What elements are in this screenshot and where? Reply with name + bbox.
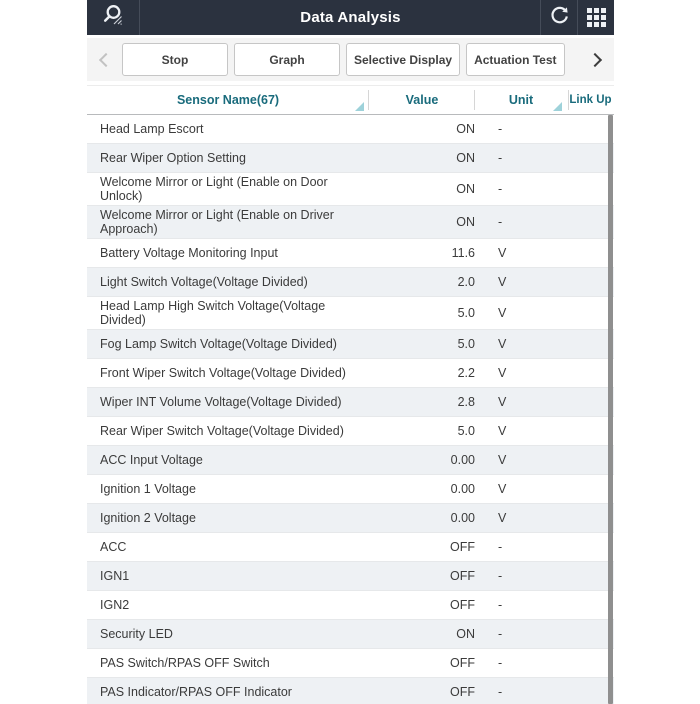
column-divider: [474, 90, 475, 110]
sensor-name-cell: Ignition 2 Voltage: [100, 511, 196, 525]
table-row[interactable]: [87, 475, 614, 504]
table-body: [87, 115, 614, 704]
sensor-name-cell: Front Wiper Switch Voltage(Voltage Divided): [100, 366, 346, 380]
column-header-link-up[interactable]: Link Up: [569, 94, 612, 106]
column-divider: [568, 90, 569, 110]
sensor-name-cell: Battery Voltage Monitoring Input: [100, 246, 278, 260]
value-cell: OFF: [450, 656, 475, 670]
value-cell: 0.00: [450, 511, 475, 525]
sensor-name-cell: Wiper INT Volume Voltage(Voltage Divided): [100, 395, 342, 409]
table-row[interactable]: [87, 330, 614, 359]
unit-cell: -: [498, 569, 503, 583]
value-cell: 5.0: [457, 424, 475, 438]
table-row[interactable]: [87, 206, 614, 239]
table-row[interactable]: [87, 562, 614, 591]
toolbar: [87, 38, 614, 81]
value-cell: 11.6: [451, 246, 475, 260]
table-row[interactable]: [87, 173, 614, 206]
value-cell: OFF: [450, 569, 475, 583]
toolbar-button-stop[interactable]: Stop: [122, 43, 228, 76]
table-row[interactable]: [87, 297, 614, 330]
unit-cell: -: [498, 182, 503, 196]
unit-cell: -: [498, 540, 503, 554]
refresh-button[interactable]: [540, 0, 577, 35]
next-page-button[interactable]: [585, 43, 605, 77]
chevron-left-icon: [99, 52, 113, 66]
sensor-name-cell: IGN2: [100, 598, 130, 612]
sensor-name-cell: Fog Lamp Switch Voltage(Voltage Divided): [100, 337, 337, 351]
sensor-name-cell: Light Switch Voltage(Voltage Divided): [100, 275, 308, 289]
data-analysis-screen: [87, 0, 614, 704]
value-cell: 5.0: [457, 337, 475, 351]
sensor-name-cell: IGN1: [100, 569, 130, 583]
value-cell: 5.0: [457, 306, 475, 320]
unit-cell: V: [498, 482, 507, 496]
sensor-name-cell: PAS Switch/RPAS OFF Switch: [100, 656, 270, 670]
value-cell: 0.00: [450, 453, 475, 467]
unit-cell: V: [498, 246, 507, 260]
sensor-name-cell: Head Lamp Escort: [100, 122, 204, 136]
unit-cell: -: [498, 656, 503, 670]
table-row[interactable]: [87, 144, 614, 173]
table-row[interactable]: [87, 533, 614, 562]
value-cell: ON: [456, 122, 475, 136]
sensor-name-cell: PAS Indicator/RPAS OFF Indicator: [100, 685, 292, 699]
grid-menu-button[interactable]: [577, 0, 614, 35]
unit-cell: V: [498, 337, 507, 351]
unit-cell: V: [498, 453, 507, 467]
sensor-name-cell: Head Lamp High Switch Voltage(Voltage Divided): [100, 299, 326, 327]
search-icon: [100, 3, 126, 33]
table-row[interactable]: [87, 115, 614, 144]
sensor-name-cell: ACC: [100, 540, 127, 554]
table-row[interactable]: [87, 359, 614, 388]
header-spacer: [140, 0, 540, 35]
sensor-name-cell: Rear Wiper Switch Voltage(Voltage Divided): [100, 424, 344, 438]
unit-cell: V: [498, 366, 507, 380]
grid-menu-icon: [587, 8, 606, 27]
value-cell: OFF: [450, 540, 475, 554]
table-row[interactable]: [87, 591, 614, 620]
page-title: Data Analysis: [300, 9, 401, 26]
column-divider: [368, 90, 369, 110]
column-header-value[interactable]: Value: [405, 93, 439, 107]
column-header-unit[interactable]: Unit: [475, 86, 567, 114]
unit-cell: -: [498, 627, 503, 641]
sensor-name-cell: Rear Wiper Option Setting: [100, 151, 246, 165]
table-row[interactable]: [87, 417, 614, 446]
unit-cell: V: [498, 395, 507, 409]
table-header: [87, 85, 614, 115]
unit-cell: -: [498, 122, 503, 136]
table-row[interactable]: [87, 504, 614, 533]
unit-cell: V: [498, 511, 507, 525]
scrollbar[interactable]: [608, 115, 613, 704]
unit-cell: -: [498, 598, 503, 612]
refresh-icon: [548, 4, 570, 31]
unit-cell: -: [498, 151, 503, 165]
search-button[interactable]: [87, 0, 140, 35]
toolbar-button-actuation-test[interactable]: Actuation Test: [466, 43, 564, 76]
table-row[interactable]: [87, 239, 614, 268]
unit-cell: -: [498, 685, 503, 699]
value-cell: ON: [456, 182, 475, 196]
toolbar-button-selective-display[interactable]: Selective Display: [346, 43, 460, 76]
table-row[interactable]: [87, 446, 614, 475]
sensor-name-cell: Welcome Mirror or Light (Enable on Door Unlock): [100, 175, 328, 203]
sensor-name-cell: Welcome Mirror or Light (Enable on Driver Approach): [100, 208, 334, 236]
value-cell: ON: [456, 627, 475, 641]
value-cell: OFF: [450, 598, 475, 612]
value-cell: OFF: [450, 685, 475, 699]
table-row[interactable]: [87, 388, 614, 417]
value-cell: 2.0: [457, 275, 475, 289]
value-cell: ON: [456, 151, 475, 165]
value-cell: 0.00: [450, 482, 475, 496]
unit-cell: V: [498, 306, 507, 320]
table-row[interactable]: [87, 268, 614, 297]
table-row[interactable]: [87, 678, 614, 704]
unit-cell: V: [498, 424, 507, 438]
column-header-sensor-name[interactable]: Sensor Name(67): [87, 86, 369, 114]
sensor-name-cell: ACC Input Voltage: [100, 453, 203, 467]
unit-cell: -: [498, 215, 503, 229]
value-cell: 2.2: [457, 366, 475, 380]
sensor-name-cell: Security LED: [100, 627, 173, 641]
prev-page-button[interactable]: [96, 43, 116, 77]
sort-icon: [355, 102, 364, 111]
app-header: [87, 0, 614, 35]
chevron-right-icon: [588, 52, 602, 66]
sensor-name-cell: Ignition 1 Voltage: [100, 482, 196, 496]
unit-cell: V: [498, 275, 507, 289]
sort-icon: [553, 102, 562, 111]
value-cell: 2.8: [457, 395, 475, 409]
value-cell: ON: [456, 215, 475, 229]
toolbar-button-graph[interactable]: Graph: [234, 43, 340, 76]
table-row[interactable]: [87, 649, 614, 678]
table-row[interactable]: [87, 620, 614, 649]
